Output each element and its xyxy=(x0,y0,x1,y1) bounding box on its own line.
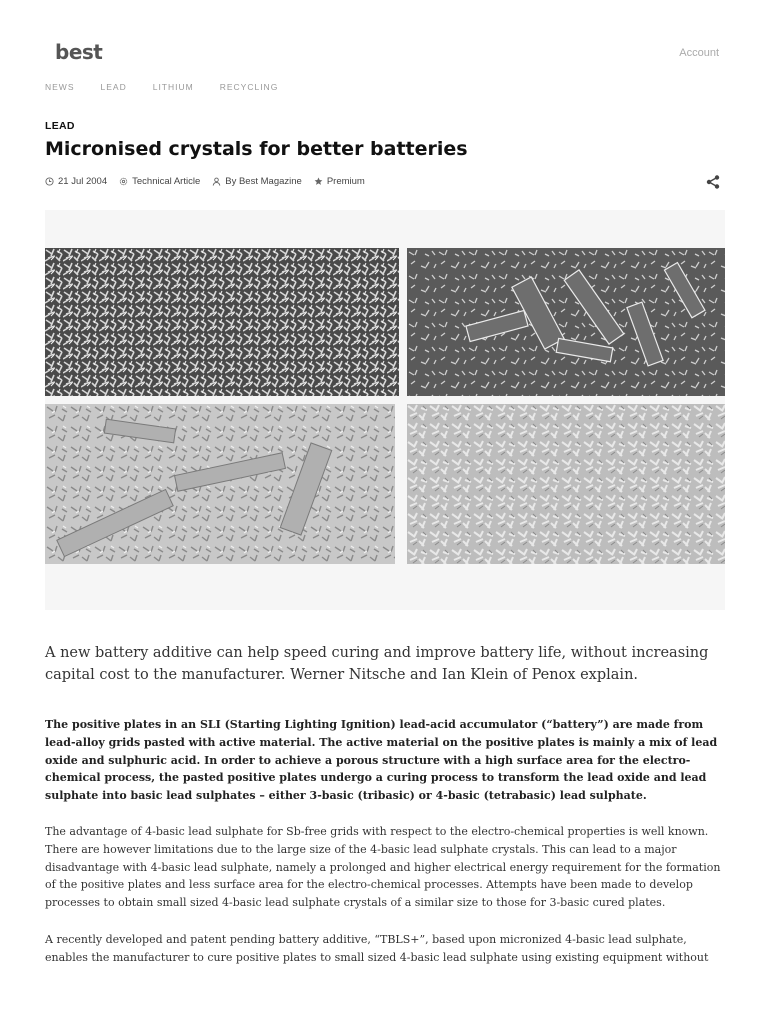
meta-date-text: 21 Jul 2004 xyxy=(58,176,108,187)
meta-type[interactable] xyxy=(119,176,200,187)
article-meta xyxy=(45,176,365,187)
article-paragraph: The advantage of 4-basic lead sulphate for Sb-free grids with respect to the electro-chemical properties is well known. There are however limitations due to the large size of the 4-basic lead sulphate crystals. This can lead to a major disadvantage with 4-basic lead sulphate, namely a prolonged and higher electrical energy requirement for the formation of the positive plates and less surface area for the electro-chemical processes. Attempts have been made to develop processes to obtain small sized 4-basic lead sulphate crystals of a similar size to those for 3-basic cured plates. xyxy=(45,825,721,910)
nav-item-news[interactable]: NEWS xyxy=(45,82,75,92)
nav-item-lead[interactable]: LEAD xyxy=(100,82,127,92)
site-logo[interactable]: best xyxy=(55,40,103,64)
article-lead: A new battery additive can help speed curing and improve battery life, without increasing capital cost to the manufacturer. Werner Nitsche and Ian Klein of Penox explain. xyxy=(45,645,709,683)
micrograph-bottom-right xyxy=(407,404,725,564)
gear-icon xyxy=(119,177,128,186)
meta-access xyxy=(314,176,365,187)
meta-author[interactable] xyxy=(212,176,302,187)
clock-icon xyxy=(45,177,54,186)
nav-item-recycling[interactable]: RECYCLING xyxy=(219,82,279,92)
article-title: Micronised crystals for better batteries xyxy=(45,138,468,160)
meta-type-text: Technical Article xyxy=(132,176,201,187)
article-category[interactable]: LEAD xyxy=(45,120,75,132)
account-link[interactable]: Account xyxy=(679,47,719,59)
main-nav xyxy=(45,82,278,92)
article-intro: The positive plates in an SLI (Starting Lighting Ignition) lead-acid accumulator (“battery”) are made from lead-alloy grids pasted with active material. The active material on the positive plates is mainly a mix of lead oxide and sulphuric acid. In order to achieve a porous structure with a high surface area for the electro-chemical process, the pasted positive plates undergo a curing process to transform the lead oxide and lead sulphate into basic lead sulphates – either 3-basic (tribasic) or 4-basic (tetrabasic) lead sulphate. xyxy=(45,718,718,803)
meta-date xyxy=(45,176,107,187)
meta-access-text: Premium xyxy=(326,176,365,187)
micrograph-top-right xyxy=(407,248,725,396)
user-icon xyxy=(212,177,221,186)
star-icon xyxy=(314,177,323,186)
share-icon[interactable] xyxy=(705,174,721,190)
article-paragraph: A recently developed and patent pending battery additive, “TBLS+”, based upon micronized 4-basic lead sulphate, enables the manufacturer to cure positive plates to small sized 4-basic lead sulphate using existing equipment without xyxy=(45,933,709,964)
micrograph-top-left xyxy=(45,248,399,396)
micrograph-bottom-left xyxy=(45,404,395,564)
nav-item-lithium[interactable]: LITHIUM xyxy=(152,82,194,92)
meta-author-text: By Best Magazine xyxy=(225,176,302,187)
